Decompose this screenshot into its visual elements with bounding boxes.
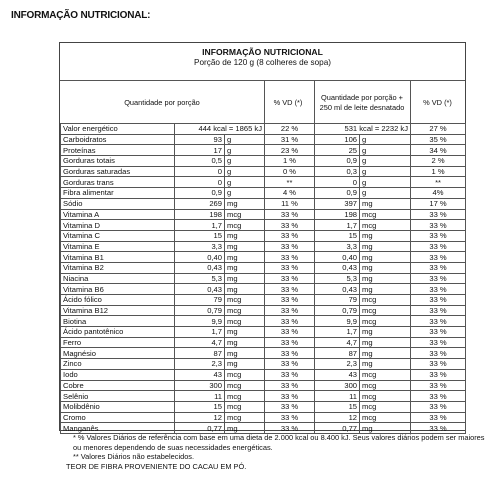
cell-u2: mcg [360,369,411,380]
cell-name: Gorduras totais [61,156,175,167]
cell-q2: 11 [315,391,360,402]
cell-q2: 15 [315,401,360,412]
header-divider [410,80,411,123]
cell-vd2: 33 % [411,412,466,423]
cell-name: Selênio [61,391,175,402]
table-row [61,124,466,135]
cell-vd1: 33 % [265,369,315,380]
cell-vd2: 27 % [411,124,466,135]
cell-u2: mg [360,348,411,359]
cell-q2: 0,9 [315,188,360,199]
cell-u2: g [360,145,411,156]
cell-q1: 269 [175,198,225,209]
cell-vd1: 33 % [265,348,315,359]
cell-u1: mg [225,359,265,370]
cell-u2: g [360,177,411,188]
cell-vd1: 33 % [265,273,315,284]
table-row [61,230,466,241]
cell-u2: mcg [360,380,411,391]
table-row [61,209,466,220]
table-portion: Porção de 120 g (8 colheres de sopa) [193,58,331,67]
header-divider [314,80,315,123]
cell-vd2: 33 % [411,316,466,327]
cell-name: Gorduras saturadas [61,166,175,177]
cell-q1: 1,7 [175,220,225,231]
nutrition-table [60,123,466,434]
cell-q1: 11 [175,391,225,402]
cell-vd2: 33 % [411,401,466,412]
table-row [61,348,466,359]
cell-q2: 1,7 [315,327,360,338]
cell-vd2: 33 % [411,391,466,402]
cell-vd2: 33 % [411,230,466,241]
cell-u2: mcg [360,209,411,220]
cell-u2: mcg [360,412,411,423]
header-quantity: Quantidade por porção [124,98,200,107]
table-row [61,337,466,348]
cell-vd2: 33 % [411,295,466,306]
cell-u2: mg [360,262,411,273]
table-title: INFORMAÇÃO NUTRICIONAL [202,47,323,57]
cell-u1: mg [225,252,265,263]
cell-q1: 0,43 [175,284,225,295]
cell-u2: mg [360,359,411,370]
cell-name: Iodo [61,369,175,380]
cell-q2: 0 [315,177,360,188]
cell-q1: 198 [175,209,225,220]
cell-vd1: 33 % [265,380,315,391]
cell-q2: 198 [315,209,360,220]
footnote-fiber: TEOR DE FIBRA PROVENIENTE DO CACAU EM PÓ. [66,462,247,471]
cell-vd1: 33 % [265,316,315,327]
cell-name: Ácido pantotênico [61,327,175,338]
cell-q1: 12 [175,412,225,423]
cell-q2: 5,3 [315,273,360,284]
cell-q2: 9,9 [315,316,360,327]
cell-vd2: 33 % [411,348,466,359]
table-row [61,252,466,263]
cell-vd1: 33 % [265,295,315,306]
footnote-not-established: ** Valores Diários não estabelecidos. [73,452,195,461]
table-row [61,316,466,327]
cell-q2: 1,7 [315,220,360,231]
cell-name: Ácido fólico [61,295,175,306]
cell-q2: 0,43 [315,284,360,295]
table-row [61,273,466,284]
cell-u1: mcg [225,391,265,402]
cell-q1: 3,3 [175,241,225,252]
cell-u1: mg [225,262,265,273]
cell-name: Cobre [61,380,175,391]
cell-q2: 106 [315,134,360,145]
table-row [61,401,466,412]
cell-q1: 87 [175,348,225,359]
cell-u2: mcg [360,391,411,402]
cell-name: Vitamina C [61,230,175,241]
cell-u1: mg [225,230,265,241]
cell-vd2: 33 % [411,380,466,391]
header-top-rule [60,80,465,81]
cell-vd2: 33 % [411,209,466,220]
table-row [61,145,466,156]
cell-vd2: 34 % [411,145,466,156]
cell-name: Molibdênio [61,401,175,412]
cell-u1: mcg [225,401,265,412]
cell-u2: mg [360,284,411,295]
cell-q1: 0,79 [175,305,225,316]
cell-u2: mcg [360,220,411,231]
table-row [61,241,466,252]
cell-name: Cromo [61,412,175,423]
cell-name: Vitamina E [61,241,175,252]
header-quantity-milk: Quantidade por porção + 250 ml de leite desnatado [319,93,405,112]
cell-u1: mg [225,327,265,338]
cell-name: Fibra alimentar [61,188,175,199]
cell-u1: mg [225,241,265,252]
cell-u1: mcg [225,295,265,306]
table-row [61,295,466,306]
cell-q2: 4,7 [315,337,360,348]
cell-vd1: 33 % [265,230,315,241]
cell-vd1: 33 % [265,241,315,252]
header-vd-milk: % VD (*) [423,98,452,107]
cell-q2: 0,79 [315,305,360,316]
cell-vd1: 33 % [265,337,315,348]
cell-vd2: 33 % [411,262,466,273]
cell-q1: 444 kcal = 1865 kJ [175,124,265,135]
cell-q2: 300 [315,380,360,391]
cell-q2: 3,3 [315,241,360,252]
cell-name: Zinco [61,359,175,370]
cell-q1: 0,43 [175,262,225,273]
cell-vd2: 33 % [411,369,466,380]
cell-vd2: 1 % [411,166,466,177]
cell-name: Vitamina B12 [61,305,175,316]
cell-u1: g [225,156,265,167]
cell-vd1: 4 % [265,188,315,199]
cell-vd2: 33 % [411,305,466,316]
cell-q1: 15 [175,401,225,412]
cell-q1: 17 [175,145,225,156]
cell-vd1: 33 % [265,209,315,220]
cell-vd1: 33 % [265,401,315,412]
cell-q1: 0,77 [175,423,225,434]
cell-vd1: 1 % [265,156,315,167]
cell-vd2: 33 % [411,359,466,370]
table-row [61,305,466,316]
cell-q2: 0,3 [315,166,360,177]
cell-name: Gorduras trans [61,177,175,188]
cell-name: Niacina [61,273,175,284]
cell-u2: mg [360,337,411,348]
cell-q2: 12 [315,412,360,423]
cell-vd2: 33 % [411,241,466,252]
cell-vd1: 33 % [265,391,315,402]
cell-q1: 2,3 [175,359,225,370]
cell-q1: 93 [175,134,225,145]
cell-q1: 15 [175,230,225,241]
cell-q1: 1,7 [175,327,225,338]
cell-q2: 43 [315,369,360,380]
cell-q1: 0,5 [175,156,225,167]
cell-vd2: ** [411,177,466,188]
cell-u1: mg [225,337,265,348]
cell-u1: g [225,134,265,145]
cell-name: Vitamina D [61,220,175,231]
cell-u1: g [225,188,265,199]
cell-name: Vitamina B2 [61,262,175,273]
cell-u1: mcg [225,209,265,220]
cell-q2: 0,9 [315,156,360,167]
cell-u2: mg [360,230,411,241]
cell-name: Ferro [61,337,175,348]
table-row [61,188,466,199]
cell-vd2: 33 % [411,284,466,295]
cell-vd2: 4% [411,188,466,199]
cell-vd2: 33 % [411,220,466,231]
cell-vd1: 33 % [265,359,315,370]
cell-u1: mcg [225,369,265,380]
cell-u1: mg [225,273,265,284]
cell-vd2: 33 % [411,252,466,263]
cell-q1: 5,3 [175,273,225,284]
cell-u1: g [225,145,265,156]
cell-name: Vitamina B1 [61,252,175,263]
table-row [61,359,466,370]
cell-u2: mcg [360,295,411,306]
header-vd: % VD (*) [273,98,303,107]
cell-q1: 4,7 [175,337,225,348]
cell-name: Valor energético [61,124,175,135]
cell-q1: 300 [175,380,225,391]
cell-u2: mg [360,273,411,284]
cell-u2: mcg [360,401,411,412]
cell-q2: 0,43 [315,262,360,273]
cell-vd2: 33 % [411,327,466,338]
cell-q2: 87 [315,348,360,359]
table-row [61,423,466,434]
cell-vd1: 33 % [265,220,315,231]
cell-vd2: 33 % [411,337,466,348]
table-row [61,380,466,391]
cell-u2: mg [360,423,411,434]
cell-name: Vitamina A [61,209,175,220]
cell-name: Carboidratos [61,134,175,145]
cell-vd1: 31 % [265,134,315,145]
table-row [61,177,466,188]
cell-u1: g [225,166,265,177]
cell-q1: 79 [175,295,225,306]
cell-u1: mcg [225,220,265,231]
cell-vd1: 0 % [265,166,315,177]
cell-name: Biotina [61,316,175,327]
table-row [61,220,466,231]
cell-name: Vitamina B6 [61,284,175,295]
cell-vd1: 23 % [265,145,315,156]
cell-u1: g [225,177,265,188]
cell-q2: 2,3 [315,359,360,370]
cell-u2: mcg [360,305,411,316]
cell-q1: 9,9 [175,316,225,327]
cell-u2: mcg [360,316,411,327]
cell-vd1: 11 % [265,198,315,209]
cell-q2: 25 [315,145,360,156]
cell-u2: mg [360,252,411,263]
cell-q2: 15 [315,230,360,241]
cell-vd2: 33 % [411,273,466,284]
cell-q2: 531 kcal = 2232 kJ [315,124,411,135]
table-row [61,198,466,209]
cell-u1: mcg [225,305,265,316]
cell-u2: mg [360,198,411,209]
cell-q1: 0,40 [175,252,225,263]
cell-q2: 79 [315,295,360,306]
cell-vd1: 33 % [265,412,315,423]
cell-vd1: 33 % [265,284,315,295]
cell-vd1: ** [265,177,315,188]
cell-vd2: 17 % [411,198,466,209]
cell-q2: 397 [315,198,360,209]
table-row [61,156,466,167]
cell-u2: g [360,134,411,145]
table-row [61,262,466,273]
table-row [61,369,466,380]
cell-name: Manganês [61,423,175,434]
cell-u1: mcg [225,412,265,423]
cell-u2: mg [360,241,411,252]
cell-name: Sódio [61,198,175,209]
cell-u1: mcg [225,380,265,391]
table-row [61,391,466,402]
cell-vd2: 2 % [411,156,466,167]
cell-u2: g [360,188,411,199]
cell-vd1: 22 % [265,124,315,135]
cell-q1: 43 [175,369,225,380]
cell-q1: 0 [175,177,225,188]
cell-q2: 0,40 [315,252,360,263]
cell-u1: mg [225,348,265,359]
table-row [61,284,466,295]
footnote-vd: * % Valores Diários de referência com base em uma dieta de 2.000 kcal ou 8.400 kJ. Seus valores diários podem ser maiores ou menores dependendo de suas necessidades energéticas. [73,433,485,452]
table-row [61,166,466,177]
cell-vd1: 33 % [265,305,315,316]
page-heading: INFORMAÇÃO NUTRICIONAL: [11,10,151,21]
cell-vd1: 33 % [265,262,315,273]
cell-q2: 0,77 [315,423,360,434]
cell-name: Magnésio [61,348,175,359]
table-row [61,327,466,338]
cell-u1: mcg [225,316,265,327]
cell-vd1: 33 % [265,327,315,338]
cell-u2: g [360,166,411,177]
cell-u2: g [360,156,411,167]
cell-u1: mg [225,423,265,434]
table-row [61,412,466,423]
cell-name: Proteínas [61,145,175,156]
cell-u1: mg [225,198,265,209]
cell-vd1: 33 % [265,423,315,434]
cell-q1: 0 [175,166,225,177]
cell-u2: mg [360,327,411,338]
cell-q1: 0,9 [175,188,225,199]
cell-u1: mg [225,284,265,295]
cell-vd1: 33 % [265,252,315,263]
header-divider [264,80,265,123]
cell-vd2: 33 % [411,423,466,434]
table-row [61,134,466,145]
nutrition-table-box [59,42,466,431]
cell-vd2: 35 % [411,134,466,145]
